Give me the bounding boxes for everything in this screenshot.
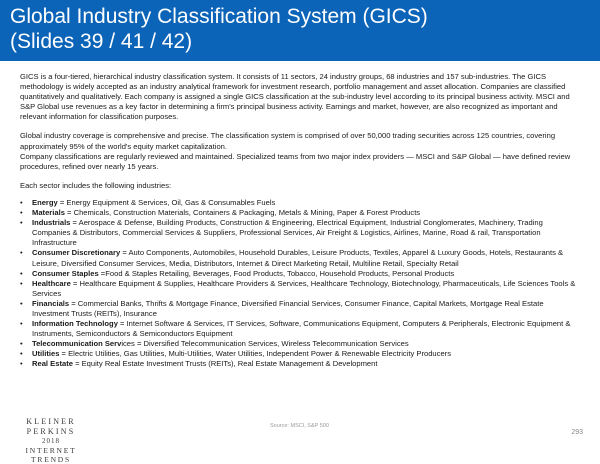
sector-item-industrials [20, 218, 576, 248]
logo-brand: KLEINER PERKINS [26, 417, 76, 436]
source-note: Source: MSCI, S&P 500 [270, 423, 329, 429]
sector-name: Consumer Staples [32, 268, 99, 278]
sector-industries: ices = Diversified Telecommunication Services, Wireless Telecommunication Services [121, 339, 409, 349]
sector-name: Industrials [32, 218, 71, 228]
bullet-icon: • [20, 208, 23, 218]
bullet-icon: • [20, 359, 23, 369]
page-number: 293 [571, 429, 583, 436]
intro-paragraph: GICS is a four-tiered, hierarchical industry classification system. It consists of 11 sectors, 24 industry groups, 68 industries and 157 sub-industries. The GICS methodology is widely accepted as an industry analytical framework for investment research, portfolio management and asset allocation. Companies are classified quantitatively and qualitatively. Each company is assigned a single GICS classification at the sub-industry level according to its principal business activity. MSCI and S&P Global use revenues as a key factor in determining a firm's principal business activity. Earnings and market, however, are also recognized as important and relevant information for classification purposes. [20, 72, 570, 122]
kleiner-perkins-logo [6, 417, 96, 464]
sector-list [20, 198, 576, 370]
sector-item-materials [20, 208, 576, 218]
sector-item-information-technology [20, 319, 576, 339]
slide-header [0, 0, 600, 61]
bullet-icon: • [20, 339, 23, 349]
sector-name: Real Estate [32, 359, 73, 369]
slide-title [10, 4, 590, 54]
spacer [20, 191, 576, 198]
sector-item-consumer-staples [20, 269, 576, 279]
slide-title-line-2: (Slides 39 / 41 / 42) [10, 30, 193, 53]
sector-industries: = Chemicals, Construction Materials, Containers & Packaging, Metals & Mining, Paper & Forest Products [64, 208, 421, 218]
sector-name: Energy [32, 197, 58, 207]
sector-item-healthcare [20, 279, 576, 299]
sector-name: Materials [32, 208, 65, 218]
logo-event: INTERNET TRENDS [25, 446, 77, 464]
sector-industries: = Internet Software & Services, IT Services, Software, Communications Equipment, Computers & Peripherals, Electronic Equipment & Instruments, Semiconductors & Semiconductors Equipment [32, 319, 571, 339]
coverage-paragraph: Global industry coverage is comprehensive and precise. The classification system is comprised of over 50,000 trading securities across 125 countries, covering approximately 95% of the world's equity market capitalization. [20, 131, 556, 151]
bullet-icon: • [20, 218, 23, 228]
sector-item-real-estate [20, 359, 576, 369]
slide-body [20, 72, 576, 370]
sector-name: Healthcare [32, 278, 71, 288]
sector-industries: = Equity Real Estate Investment Trusts (REITs), Real Estate Management & Development [72, 359, 378, 369]
bullet-icon: • [20, 197, 23, 207]
sector-intro: Each sector includes the following industries: [20, 180, 172, 190]
sector-industries: = Commercial Banks, Thrifts & Mortgage Finance, Diversified Financial Services, Consumer Finance, Capital Markets, Mortgage Real Estate Investment Trusts (REITs), Insurance [32, 298, 544, 318]
sector-name: Consumer Discretionary [32, 248, 121, 258]
sector-industries: =Food & Staples Retailing, Beverages, Food Products, Tobacco, Household Products, Personal Products [98, 268, 455, 278]
sector-item-telecommunication-services [20, 339, 576, 349]
bullet-icon: • [20, 349, 23, 359]
bullet-icon: • [20, 319, 23, 329]
bullet-icon: • [20, 268, 23, 278]
sector-item-energy [20, 198, 576, 208]
sector-name: Telecommunication Serv [32, 339, 122, 349]
sector-name: Information Technology [32, 319, 118, 329]
sector-industries: = Aerospace & Defense, Building Products, Construction & Engineering, Electrical Equipment, Industrial Conglomerates, Machinery, Trading Companies & Distributors, Commercial Services & Suppliers, Professional Services, Air Freight & Logistics, Airlines, Marine, Road & rail, Transportation Infrastructure [32, 218, 543, 248]
bullet-icon: • [20, 278, 23, 288]
bullet-icon: • [20, 248, 23, 258]
spacer [20, 172, 576, 181]
sector-industries: = Auto Components, Automobiles, Household Durables, Leisure Products, Textiles, Apparel & Luxury Goods, Hotels, Restaurants & Leisure, Diversified Consumer Services, Media, Distributors, Internet & Direct Marketing Retail, Multiline Retail, Specialty Retail [32, 248, 564, 268]
sector-name: Financials [32, 298, 70, 308]
slide-title-line-1: Global Industry Classification System (GICS) [10, 5, 428, 28]
sector-item-financials [20, 299, 576, 319]
sector-item-utilities [20, 349, 576, 359]
sector-industries: = Electric Utilities, Gas Utilities, Multi-Utilities, Water Utilities, Independent Power & Renewable Electricity Producers [59, 349, 452, 359]
sector-industries: = Energy Equipment & Services, Oil, Gas & Consumables Fuels [57, 197, 276, 207]
bullet-icon: • [20, 298, 23, 308]
sector-name: Utilities [32, 349, 60, 359]
logo-year: 2018 [42, 437, 60, 445]
review-paragraph: Company classifications are regularly reviewed and maintained. Specialized teams from two major index providers — MSCI and S&P Global — have defined review procedures, refined over nearly 15 years. [20, 151, 571, 171]
sector-industries: = Healthcare Equipment & Supplies, Healthcare Providers & Services, Healthcare Technology, Biotechnology, Pharmaceuticals, Life Sciences Tools & Services [32, 278, 576, 298]
spacer [20, 122, 576, 131]
sector-item-consumer-discretionary [20, 248, 576, 268]
